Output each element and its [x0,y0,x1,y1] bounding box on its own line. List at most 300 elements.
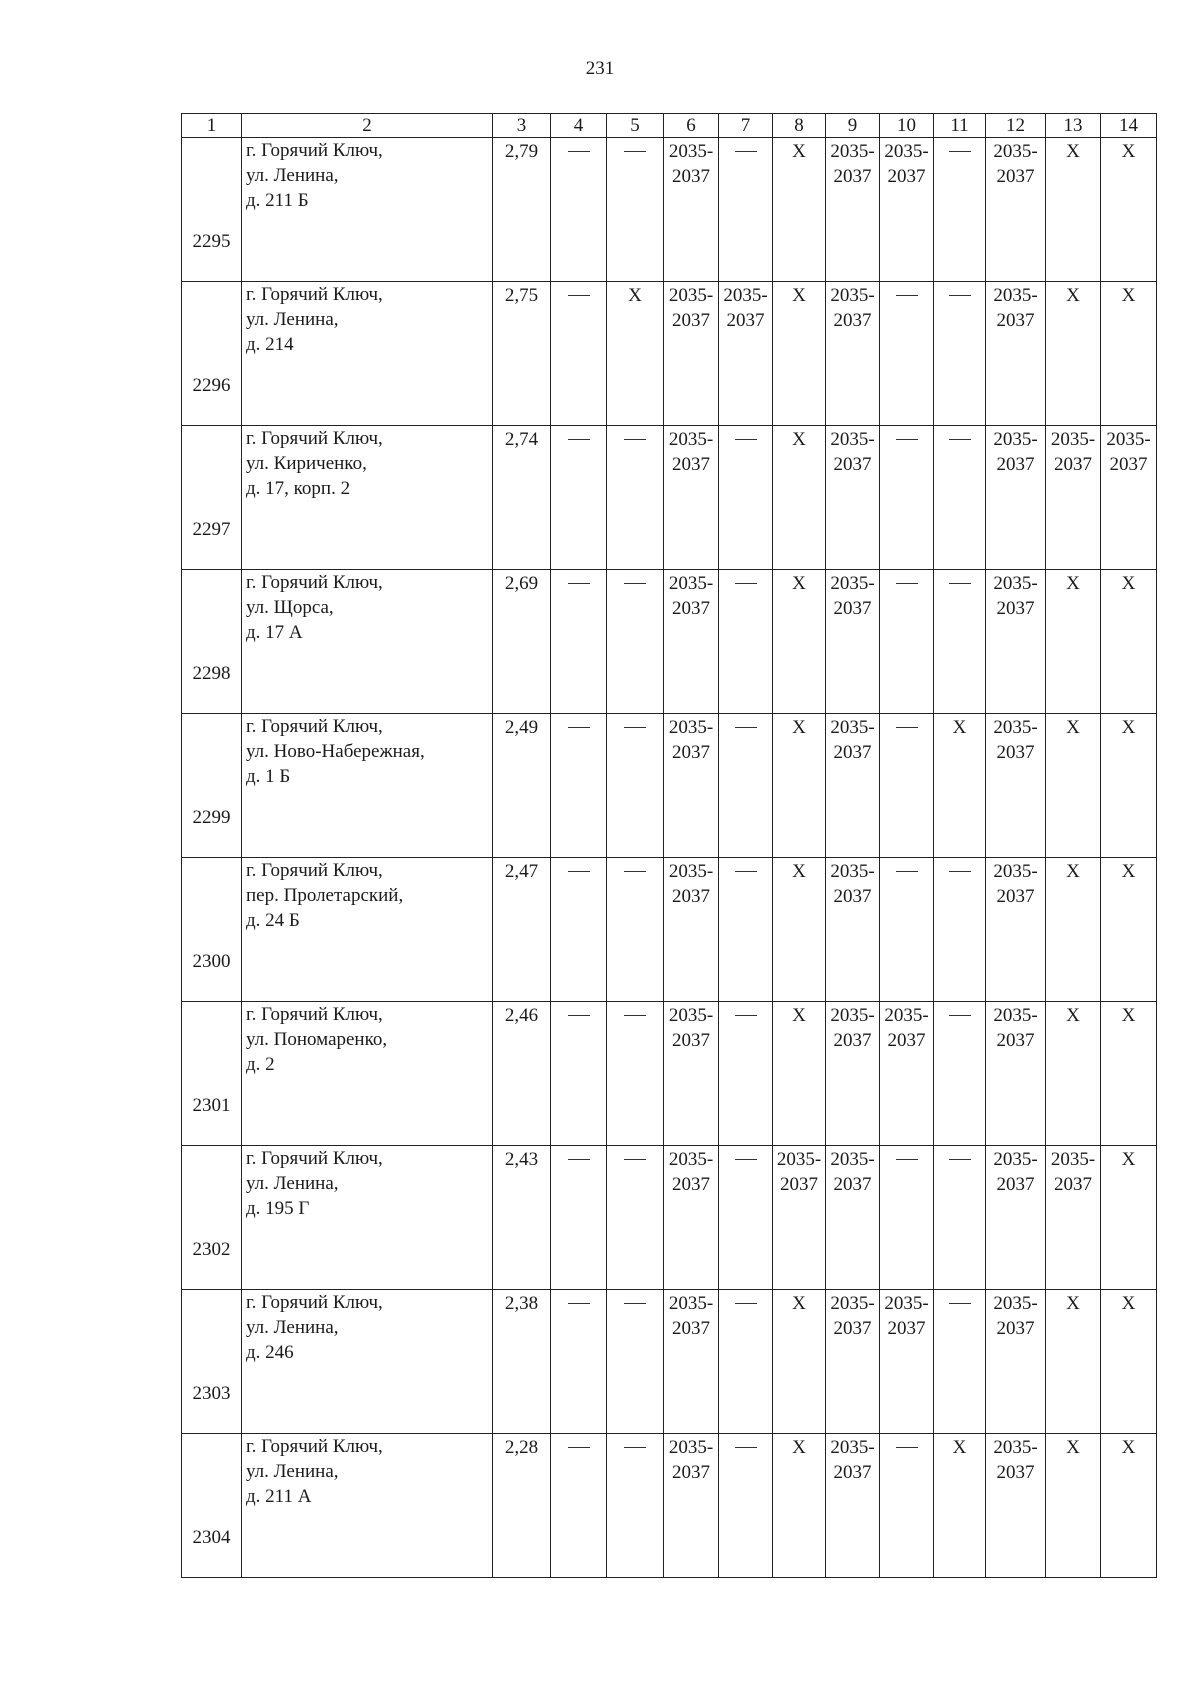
dash-cell [880,426,934,570]
row-number-cell [182,1434,242,1578]
year-range-cell [986,282,1046,426]
year-start: 2035- [830,1149,875,1170]
address-line: г. Горячий Ключ, [246,1292,383,1313]
mark-cell: Х [1046,858,1101,1002]
dash-cell [719,1290,773,1434]
year-start: 2035- [830,1005,875,1026]
address-cell [242,1290,493,1434]
row-number: 2295 [192,231,231,252]
address-line: ул. Ленина, [246,1461,339,1482]
row-number: 2296 [192,375,231,396]
value-cell: 2,28 [493,1434,551,1578]
dash-mark [896,295,918,321]
column-header: 14 [1101,114,1157,138]
address-line: г. Горячий Ключ, [246,572,383,593]
table-row [182,570,1157,714]
year-end: 2037 [887,166,926,187]
year-start: 2035- [1050,1149,1096,1170]
year-start: 2035- [668,861,714,882]
row-number: 2299 [192,807,231,828]
mark-cell: Х [934,714,986,858]
dash-cell [934,282,986,426]
column-header: 5 [607,114,664,138]
year-range-cell [664,1434,719,1578]
dash-cell [934,858,986,1002]
address-line: г. Горячий Ключ, [246,140,383,161]
mark-cell: Х [773,858,826,1002]
mark-cell: Х [773,1434,826,1578]
year-start: 2035- [884,1293,929,1314]
address-line: г. Горячий Ключ, [246,428,383,449]
column-header: 7 [719,114,773,138]
dash-mark [568,1015,590,1041]
table-header [182,114,1157,138]
row-number-cell [182,570,242,714]
dash-mark [624,439,646,465]
address-cell [242,858,493,1002]
year-range-cell [826,1146,880,1290]
year-start: 2035- [993,141,1038,162]
dash-cell [607,1434,664,1578]
table-row [182,138,1157,282]
dash-cell [551,1002,607,1146]
table-body [182,138,1157,1578]
dash-cell [719,1002,773,1146]
row-number: 2303 [192,1383,231,1404]
year-range-cell [826,426,880,570]
value-cell: 2,46 [493,1002,551,1146]
address-line: ул. Ленина, [246,1317,339,1338]
dash-cell [934,1002,986,1146]
year-start: 2035- [830,1293,875,1314]
row-number-cell [182,714,242,858]
year-end: 2037 [1054,1174,1092,1195]
address-cell [242,1434,493,1578]
table-row [182,426,1157,570]
year-end: 2037 [672,1462,710,1483]
year-range-cell [664,714,719,858]
year-start: 2035- [830,717,875,738]
mark-cell: Х [1046,1434,1101,1578]
year-range-cell [986,1146,1046,1290]
address-line: г. Горячий Ключ, [246,284,383,305]
address-line: д. 24 Б [246,910,300,931]
year-end: 2037 [996,1318,1035,1339]
year-range-cell [1046,1146,1101,1290]
year-start: 2035- [668,573,714,594]
dash-cell [880,1146,934,1290]
year-start: 2035- [830,1437,875,1458]
address-cell [242,1146,493,1290]
mark-cell: Х [1046,1002,1101,1146]
value-cell: 2,49 [493,714,551,858]
address-line: д. 195 Г [246,1198,310,1219]
year-start: 2035- [993,1293,1038,1314]
year-end: 2037 [672,598,710,619]
year-start: 2035- [668,1437,714,1458]
housing-schedule-table [181,113,1157,1578]
row-number: 2298 [192,663,231,684]
value-cell: 2,47 [493,858,551,1002]
mark-cell: Х [773,138,826,282]
year-end: 2037 [833,1318,872,1339]
value-cell: 2,43 [493,1146,551,1290]
year-range-cell [826,858,880,1002]
value-cell: 2,38 [493,1290,551,1434]
dash-mark [949,583,971,609]
year-end: 2037 [996,166,1035,187]
dash-mark [568,151,590,177]
address-line: г. Горячий Ключ, [246,1148,383,1169]
year-start: 2035- [993,573,1038,594]
dash-cell [607,1146,664,1290]
row-number: 2304 [192,1527,231,1548]
dash-cell [880,570,934,714]
year-end: 2037 [887,1030,926,1051]
table-row [182,282,1157,426]
dash-cell [607,426,664,570]
year-range-cell [826,1290,880,1434]
table-row [182,1290,1157,1434]
mark-cell: Х [773,714,826,858]
address-line: ул. Ново-Набережная, [246,741,425,762]
dash-mark [949,1303,971,1329]
year-end: 2037 [833,1030,872,1051]
address-line: д. 211 Б [246,190,309,211]
year-end: 2037 [833,1462,872,1483]
dash-mark [735,871,757,897]
year-end: 2037 [833,1174,872,1195]
address-cell [242,714,493,858]
mark-cell: Х [773,1290,826,1434]
year-range-cell [986,1434,1046,1578]
dash-mark [949,295,971,321]
year-range-cell [880,138,934,282]
address-cell [242,138,493,282]
mark-cell: Х [773,426,826,570]
year-end: 2037 [672,310,710,331]
address-line: пер. Пролетарский, [246,885,404,906]
year-start: 2035- [668,717,714,738]
year-start: 2035- [830,285,875,306]
dash-cell [719,858,773,1002]
column-header: 1 [182,114,242,138]
year-range-cell [1046,426,1101,570]
year-end: 2037 [1109,454,1148,475]
year-end: 2037 [996,1174,1035,1195]
mark-cell: Х [773,570,826,714]
mark-cell: Х [1046,1290,1101,1434]
address-line: д. 17, корп. 2 [246,478,351,499]
dash-mark [568,1447,590,1473]
dash-cell [607,714,664,858]
dash-mark [949,439,971,465]
dash-cell [607,1002,664,1146]
address-line: г. Горячий Ключ, [246,716,383,737]
dash-mark [735,727,757,753]
year-start: 2035- [1050,429,1096,450]
dash-mark [896,439,918,465]
year-end: 2037 [996,742,1035,763]
address-line: д. 246 [246,1342,294,1363]
year-end: 2037 [833,742,872,763]
table-row [182,1146,1157,1290]
column-header: 9 [826,114,880,138]
year-range-cell [664,1002,719,1146]
year-range-cell [664,570,719,714]
column-header: 2 [242,114,493,138]
dash-cell [719,1146,773,1290]
address-line: ул. Кириченко, [246,453,367,474]
dash-mark [568,727,590,753]
address-line: г. Горячий Ключ, [246,1004,383,1025]
year-start: 2035- [723,285,768,306]
dash-mark [949,871,971,897]
year-start: 2035- [668,141,714,162]
year-start: 2035- [668,285,714,306]
table-row [182,1434,1157,1578]
dash-cell [551,1434,607,1578]
dash-mark [624,871,646,897]
dash-cell [880,858,934,1002]
dash-cell [719,570,773,714]
mark-cell: Х [1046,714,1101,858]
row-number-cell [182,1290,242,1434]
dash-mark [568,583,590,609]
year-end: 2037 [833,166,872,187]
year-range-cell [664,858,719,1002]
mark-cell: Х [1101,858,1157,1002]
dash-mark [735,439,757,465]
year-end: 2037 [672,1318,710,1339]
row-number: 2300 [192,951,231,972]
year-start: 2035- [830,429,875,450]
mark-cell: Х [1101,1002,1157,1146]
dash-cell [551,138,607,282]
year-range-cell [880,1002,934,1146]
row-number: 2302 [192,1239,231,1260]
year-range-cell [986,426,1046,570]
year-end: 2037 [833,454,872,475]
year-start: 2035- [993,717,1038,738]
dash-mark [735,1015,757,1041]
row-number-cell [182,426,242,570]
dash-cell [719,1434,773,1578]
dash-mark [568,439,590,465]
year-range-cell [986,714,1046,858]
year-range-cell [986,1290,1046,1434]
year-start: 2035- [993,1437,1038,1458]
year-start: 2035- [993,1005,1038,1026]
address-cell [242,282,493,426]
year-end: 2037 [833,310,872,331]
mark-cell: Х [1046,138,1101,282]
year-range-cell [719,282,773,426]
year-end: 2037 [996,1030,1035,1051]
year-end: 2037 [996,1462,1035,1483]
mark-cell: Х [773,282,826,426]
column-header: 8 [773,114,826,138]
header-row [182,114,1157,138]
column-header: 10 [880,114,934,138]
column-header: 3 [493,114,551,138]
year-end: 2037 [672,886,710,907]
dash-mark [896,1447,918,1473]
dash-mark [735,151,757,177]
dash-cell [551,1146,607,1290]
row-number-cell [182,282,242,426]
year-range-cell [664,282,719,426]
address-line: д. 1 Б [246,766,291,787]
year-start: 2035- [668,1293,714,1314]
value-cell: 2,74 [493,426,551,570]
dash-mark [624,583,646,609]
mark-cell: Х [934,1434,986,1578]
dash-cell [719,138,773,282]
mark-cell: Х [1101,1434,1157,1578]
dash-cell [551,1290,607,1434]
year-end: 2037 [1054,454,1092,475]
year-range-cell [826,1002,880,1146]
address-line: д. 214 [246,334,294,355]
address-line: д. 2 [246,1054,275,1075]
dash-mark [624,1015,646,1041]
address-line: ул. Ленина, [246,165,339,186]
year-end: 2037 [672,1174,710,1195]
year-end: 2037 [833,598,872,619]
dash-mark [735,583,757,609]
mark-cell: Х [1101,1290,1157,1434]
dash-mark [949,151,971,177]
year-end: 2037 [996,886,1035,907]
year-end: 2037 [672,742,710,763]
page-number: 231 [585,58,615,79]
dash-cell [551,714,607,858]
value-cell: 2,79 [493,138,551,282]
row-number-cell [182,138,242,282]
value-cell: 2,69 [493,570,551,714]
year-start: 2035- [993,285,1038,306]
dash-mark [624,151,646,177]
address-line: ул. Ленина, [246,309,339,330]
column-header: 11 [934,114,986,138]
mark-cell: Х [1046,282,1101,426]
address-line: д. 17 А [246,622,303,643]
year-start: 2035- [668,1149,714,1170]
dash-mark [896,727,918,753]
year-range-cell [826,570,880,714]
table-row [182,858,1157,1002]
dash-mark [624,727,646,753]
year-end: 2037 [672,166,710,187]
year-range-cell [826,282,880,426]
year-range-cell [986,138,1046,282]
year-end: 2037 [780,1174,818,1195]
dash-cell [607,1290,664,1434]
dash-cell [607,858,664,1002]
year-range-cell [1101,426,1157,570]
row-number: 2301 [192,1095,231,1116]
year-range-cell [773,1146,826,1290]
year-range-cell [664,426,719,570]
year-start: 2035- [884,1005,929,1026]
dash-cell [934,1290,986,1434]
dash-mark [624,1447,646,1473]
year-start: 2035- [830,573,875,594]
year-start: 2035- [830,861,875,882]
dash-cell [934,138,986,282]
dash-cell [880,282,934,426]
dash-cell [880,1434,934,1578]
year-start: 2035- [993,861,1038,882]
dash-cell [551,858,607,1002]
mark-cell: Х [607,282,664,426]
dash-cell [607,138,664,282]
year-end: 2037 [726,310,765,331]
address-cell [242,1002,493,1146]
dash-cell [719,426,773,570]
row-number-cell [182,1146,242,1290]
mark-cell: Х [1101,138,1157,282]
dash-cell [551,426,607,570]
dash-mark [735,1159,757,1185]
mark-cell: Х [1101,714,1157,858]
dash-cell [934,570,986,714]
column-header: 13 [1046,114,1101,138]
year-range-cell [826,714,880,858]
year-range-cell [826,1434,880,1578]
year-start: 2035- [830,141,875,162]
address-cell [242,426,493,570]
mark-cell: Х [773,1002,826,1146]
dash-cell [934,1146,986,1290]
year-end: 2037 [996,310,1035,331]
year-end: 2037 [996,598,1035,619]
year-end: 2037 [996,454,1035,475]
year-range-cell [986,570,1046,714]
year-end: 2037 [672,454,710,475]
table-row [182,714,1157,858]
dash-mark [896,1159,918,1185]
dash-mark [896,871,918,897]
address-line: г. Горячий Ключ, [246,1436,383,1457]
year-start: 2035- [668,429,714,450]
address-line: ул. Ленина, [246,1173,339,1194]
dash-mark [568,1303,590,1329]
dash-mark [735,1447,757,1473]
dash-cell [880,714,934,858]
year-range-cell [664,1290,719,1434]
dash-mark [624,1159,646,1185]
year-range-cell [986,858,1046,1002]
dash-cell [607,570,664,714]
year-start: 2035- [993,1149,1038,1170]
dash-cell [719,714,773,858]
year-start: 2035- [1106,429,1151,450]
year-range-cell [880,1290,934,1434]
column-header: 4 [551,114,607,138]
table-row [182,1002,1157,1146]
year-start: 2035- [668,1005,714,1026]
column-header: 6 [664,114,719,138]
dash-mark [896,583,918,609]
year-start: 2035- [776,1149,822,1170]
dash-mark [568,871,590,897]
year-start: 2035- [993,429,1038,450]
mark-cell: Х [1101,1146,1157,1290]
year-start: 2035- [884,141,929,162]
year-end: 2037 [833,886,872,907]
